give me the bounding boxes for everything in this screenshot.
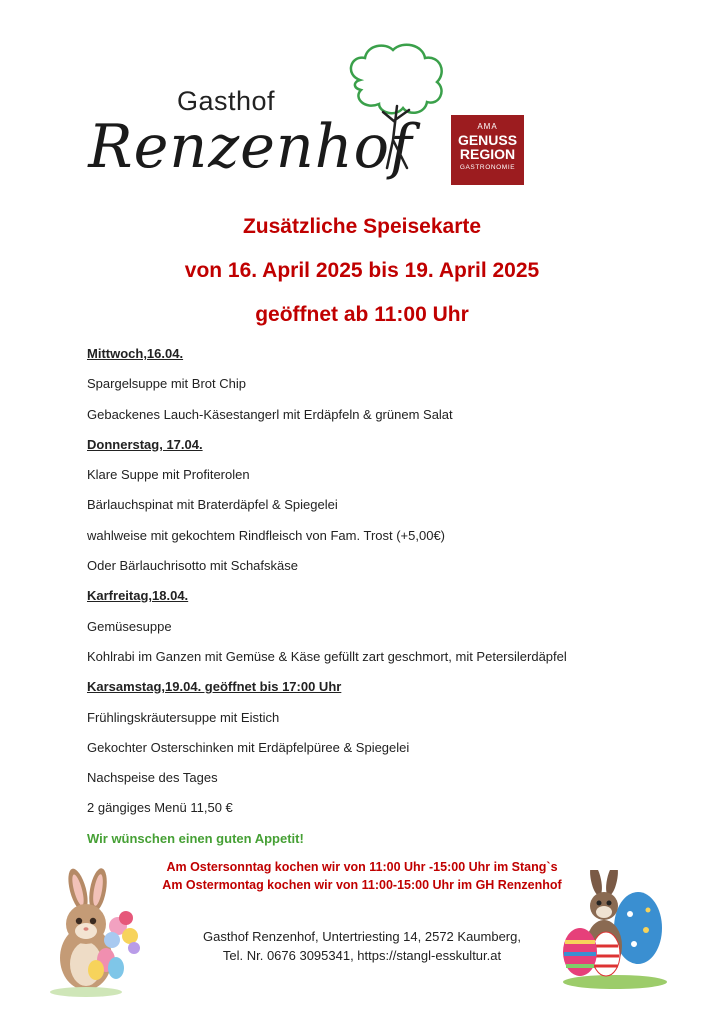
menu-item bbox=[87, 467, 567, 497]
day-heading-text: Karsamstag,19.04. geöffnet bis 17:00 Uhr bbox=[87, 679, 342, 695]
ama-genuss-region-badge bbox=[451, 115, 524, 185]
day-heading bbox=[87, 588, 567, 618]
menu-list bbox=[87, 346, 567, 861]
menu-item-text: Gebackenes Lauch-Käsestangerl mit Erdäpfeln & grünem Salat bbox=[87, 406, 453, 422]
logo-gasthof-text: Gasthof bbox=[177, 86, 276, 116]
menu-item-text: Gemüsesuppe bbox=[87, 618, 172, 634]
menu-item-text: Spargelsuppe mit Brot Chip bbox=[87, 376, 246, 392]
menu-item-text: Gekochter Osterschinken mit Erdäpfelpüree & Spiegelei bbox=[87, 739, 410, 755]
menu-item bbox=[87, 649, 567, 679]
menu-item-text: Kohlrabi im Ganzen mit Gemüse & Käse gefüllt zart geschmort, mit Petersilerdäpfel bbox=[87, 648, 567, 664]
closing-wish-text: Wir wünschen einen guten Appetit! bbox=[87, 830, 304, 846]
bunny-with-easter-eggs-icon bbox=[560, 870, 670, 990]
menu-item bbox=[87, 407, 567, 437]
tree-logo-icon bbox=[335, 40, 455, 170]
day-heading bbox=[87, 346, 567, 376]
menu-item bbox=[87, 376, 567, 406]
easter-sunday-note: Am Ostersonntag kochen wir von 11:00 Uhr -15:00 Uhr im Stang`s bbox=[166, 860, 558, 874]
menu-item bbox=[87, 558, 567, 588]
badge-line2: GENUSS bbox=[457, 132, 518, 148]
menu-item-text: Bärlauchspinat mit Braterdäpfel & Spiegelei bbox=[87, 497, 338, 513]
menu-item-text: Nachspeise des Tages bbox=[87, 770, 218, 786]
menu-item bbox=[87, 770, 567, 800]
day-heading bbox=[87, 437, 567, 467]
menu-item bbox=[87, 800, 567, 830]
opening-time: geöffnet ab 11:00 Uhr bbox=[255, 303, 469, 326]
day-heading-text: Donnerstag, 17.04. bbox=[87, 436, 203, 452]
badge-line1: AMA bbox=[477, 122, 498, 131]
day-heading-text: Mittwoch,16.04. bbox=[87, 346, 184, 361]
badge-line4: GASTRONOMIE bbox=[459, 164, 516, 171]
menu-item-text: 2 gängiges Menü 11,50 € bbox=[87, 800, 233, 816]
easter-monday-note: Am Ostermontag kochen wir von 11:00-15:00 Uhr im GH Renzenhof bbox=[162, 878, 562, 892]
menu-item bbox=[87, 528, 567, 558]
footer-contact: Tel. Nr. 0676 3095341, https://stangl-esskultur.at bbox=[222, 948, 502, 963]
badge-line3: REGION bbox=[459, 146, 516, 162]
closing-wish bbox=[87, 831, 567, 861]
day-heading bbox=[87, 679, 567, 709]
footer-address: Gasthof Renzenhof, Untertriesting 14, 2572 Kaumberg, bbox=[203, 929, 521, 944]
menu-item-text: Frühlingskräutersuppe mit Eistich bbox=[87, 709, 280, 725]
menu-title: Zusätzliche Speisekarte bbox=[242, 215, 482, 238]
date-range: von 16. April 2025 bis 19. April 2025 bbox=[184, 259, 540, 282]
menu-item-text: Oder Bärlauchrisotto mit Schafskäse bbox=[87, 558, 298, 574]
menu-item bbox=[87, 710, 567, 740]
menu-item bbox=[87, 740, 567, 770]
day-heading-text: Karfreitag,18.04. bbox=[87, 588, 189, 604]
bunny-with-flowers-icon bbox=[40, 868, 150, 998]
menu-item-text: wahlweise mit gekochtem Rindfleisch von Fam. Trost (+5,00€) bbox=[87, 527, 446, 543]
menu-item bbox=[87, 497, 567, 527]
menu-item bbox=[87, 619, 567, 649]
menu-item-text: Klare Suppe mit Profiterolen bbox=[87, 467, 250, 483]
logo-renzenhof-text: Renzenhof bbox=[88, 112, 413, 182]
